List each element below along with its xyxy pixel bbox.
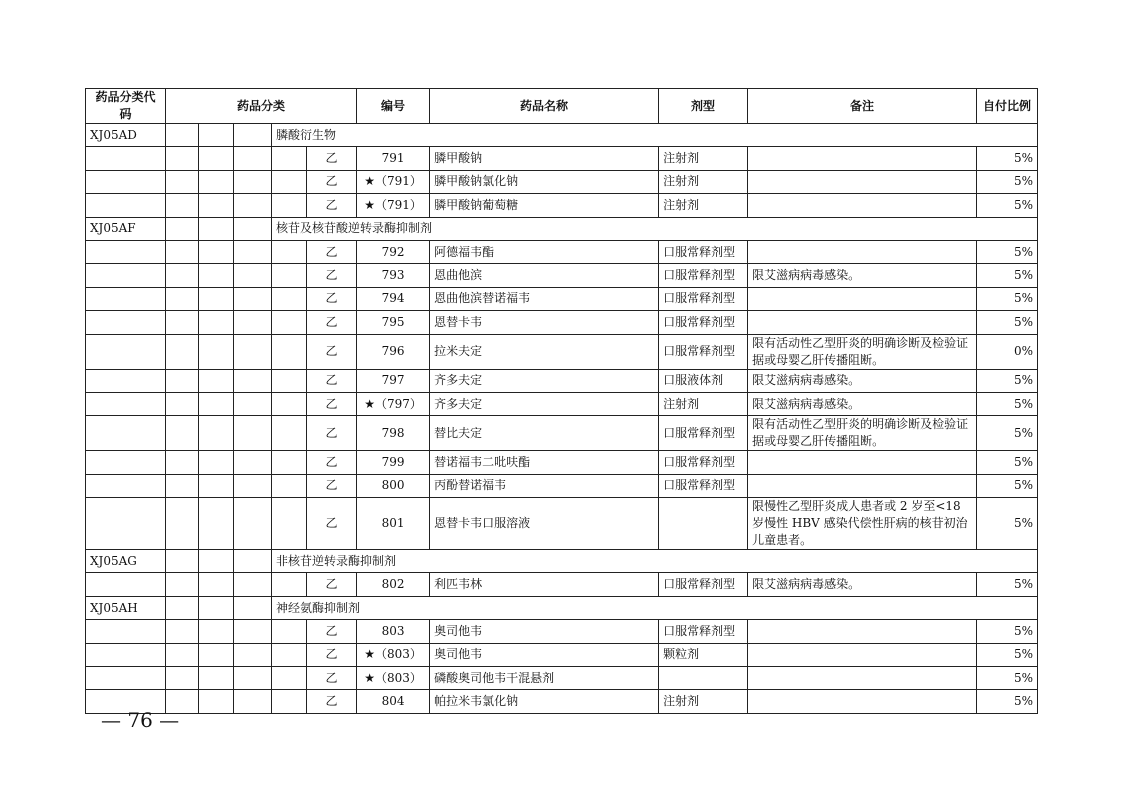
drug-class: 乙 (307, 392, 357, 415)
drug-form: 口服常释剂型 (659, 451, 748, 474)
empty-cell (199, 240, 234, 263)
empty-cell (272, 451, 307, 474)
empty-cell (199, 620, 234, 643)
drug-name: 替比夫定 (430, 416, 659, 451)
empty-cell (86, 498, 166, 550)
drug-name: 恩替卡韦口服溶液 (430, 498, 659, 550)
category-row (86, 217, 1038, 240)
drug-row (86, 369, 1038, 392)
table-body (86, 124, 1038, 714)
drug-remark: 限艾滋病病毒感染。 (748, 264, 977, 287)
drug-row (86, 573, 1038, 596)
drug-name: 膦甲酸钠氯化钠 (430, 170, 659, 193)
empty-cell (234, 240, 272, 263)
drug-ratio: 5% (977, 690, 1038, 713)
empty-cell (199, 416, 234, 451)
empty-cell (166, 240, 199, 263)
empty-cell (234, 550, 272, 573)
empty-cell (166, 451, 199, 474)
drug-row (86, 264, 1038, 287)
empty-cell (272, 573, 307, 596)
drug-catalog-table (85, 88, 1038, 714)
drug-form (659, 498, 748, 550)
drug-row (86, 392, 1038, 415)
drug-ratio: 5% (977, 170, 1038, 193)
drug-number: 803 (357, 620, 430, 643)
empty-cell (166, 596, 199, 619)
drug-number: ★（791） (357, 170, 430, 193)
empty-cell (166, 147, 199, 170)
category-row (86, 596, 1038, 619)
category-code: XJ05AG (86, 550, 166, 573)
drug-class: 乙 (307, 690, 357, 713)
empty-cell (166, 667, 199, 690)
empty-cell (199, 550, 234, 573)
empty-cell (86, 620, 166, 643)
empty-cell (272, 194, 307, 217)
empty-cell (272, 287, 307, 310)
empty-cell (86, 311, 166, 334)
drug-remark: 限艾滋病病毒感染。 (748, 392, 977, 415)
empty-cell (86, 194, 166, 217)
empty-cell (166, 474, 199, 497)
category-name: 非核苷逆转录酶抑制剂 (272, 550, 1038, 573)
empty-cell (86, 474, 166, 497)
empty-cell (166, 643, 199, 666)
category-row (86, 550, 1038, 573)
category-code: XJ05AH (86, 596, 166, 619)
drug-form: 口服常释剂型 (659, 573, 748, 596)
empty-cell (234, 311, 272, 334)
drug-row (86, 147, 1038, 170)
drug-row (86, 690, 1038, 713)
empty-cell (166, 392, 199, 415)
header-ratio: 自付比例 (977, 89, 1038, 124)
empty-cell (166, 124, 199, 147)
drug-remark: 限艾滋病病毒感染。 (748, 369, 977, 392)
empty-cell (234, 474, 272, 497)
empty-cell (199, 451, 234, 474)
header-category: 药品分类 (166, 89, 357, 124)
drug-name: 帕拉米韦氯化钠 (430, 690, 659, 713)
empty-cell (272, 170, 307, 193)
drug-row (86, 287, 1038, 310)
drug-name: 利匹韦林 (430, 573, 659, 596)
drug-remark (748, 170, 977, 193)
drug-number: ★（803） (357, 667, 430, 690)
drug-row (86, 643, 1038, 666)
header-number: 编号 (357, 89, 430, 124)
drug-ratio: 5% (977, 573, 1038, 596)
empty-cell (234, 643, 272, 666)
empty-cell (234, 264, 272, 287)
drug-name: 阿德福韦酯 (430, 240, 659, 263)
drug-class: 乙 (307, 334, 357, 369)
drug-form: 注射剂 (659, 392, 748, 415)
empty-cell (199, 124, 234, 147)
empty-cell (86, 240, 166, 263)
drug-row (86, 498, 1038, 550)
empty-cell (199, 334, 234, 369)
empty-cell (86, 369, 166, 392)
category-code: XJ05AF (86, 217, 166, 240)
drug-remark (748, 311, 977, 334)
empty-cell (199, 643, 234, 666)
empty-cell (234, 369, 272, 392)
header-remark: 备注 (748, 89, 977, 124)
empty-cell (199, 194, 234, 217)
drug-number: ★（803） (357, 643, 430, 666)
drug-class: 乙 (307, 240, 357, 263)
empty-cell (234, 147, 272, 170)
drug-remark (748, 147, 977, 170)
drug-ratio: 5% (977, 474, 1038, 497)
drug-ratio: 5% (977, 240, 1038, 263)
drug-name: 膦甲酸钠葡萄糖 (430, 194, 659, 217)
empty-cell (234, 451, 272, 474)
empty-cell (234, 416, 272, 451)
drug-remark: 限慢性乙型肝炎成人患者或 2 岁至<18 岁慢性 HBV 感染代偿性肝病的核苷初治儿童患者。 (748, 498, 977, 550)
drug-remark (748, 240, 977, 263)
empty-cell (199, 392, 234, 415)
empty-cell (272, 690, 307, 713)
drug-form: 注射剂 (659, 170, 748, 193)
empty-cell (272, 416, 307, 451)
drug-name: 齐多夫定 (430, 392, 659, 415)
empty-cell (199, 264, 234, 287)
drug-class: 乙 (307, 573, 357, 596)
drug-row (86, 334, 1038, 369)
drug-class: 乙 (307, 474, 357, 497)
drug-ratio: 5% (977, 194, 1038, 217)
drug-name: 替诺福韦二吡呋酯 (430, 451, 659, 474)
drug-number: 791 (357, 147, 430, 170)
empty-cell (234, 194, 272, 217)
drug-name: 膦甲酸钠 (430, 147, 659, 170)
drug-class: 乙 (307, 287, 357, 310)
header-name: 药品名称 (430, 89, 659, 124)
drug-ratio: 0% (977, 334, 1038, 369)
drug-ratio: 5% (977, 264, 1038, 287)
drug-name: 恩曲他滨替诺福韦 (430, 287, 659, 310)
empty-cell (199, 690, 234, 713)
drug-number: 799 (357, 451, 430, 474)
drug-row (86, 194, 1038, 217)
drug-class: 乙 (307, 369, 357, 392)
drug-class: 乙 (307, 620, 357, 643)
drug-remark (748, 620, 977, 643)
drug-remark: 限有活动性乙型肝炎的明确诊断及检验证据或母婴乙肝传播阻断。 (748, 416, 977, 451)
drug-form: 口服液体剂 (659, 369, 748, 392)
empty-cell (166, 170, 199, 193)
drug-number: 801 (357, 498, 430, 550)
drug-remark (748, 287, 977, 310)
empty-cell (86, 334, 166, 369)
drug-number: 797 (357, 369, 430, 392)
drug-number: 800 (357, 474, 430, 497)
drug-class: 乙 (307, 311, 357, 334)
drug-name: 齐多夫定 (430, 369, 659, 392)
empty-cell (199, 170, 234, 193)
drug-form: 注射剂 (659, 690, 748, 713)
empty-cell (86, 170, 166, 193)
category-name: 核苷及核苷酸逆转录酶抑制剂 (272, 217, 1038, 240)
drug-name: 丙酚替诺福韦 (430, 474, 659, 497)
drug-form: 口服常释剂型 (659, 264, 748, 287)
drug-ratio: 5% (977, 287, 1038, 310)
empty-cell (272, 369, 307, 392)
drug-ratio: 5% (977, 620, 1038, 643)
category-name: 神经氨酶抑制剂 (272, 596, 1038, 619)
drug-form: 口服常释剂型 (659, 311, 748, 334)
drug-class: 乙 (307, 643, 357, 666)
empty-cell (234, 334, 272, 369)
header-form: 剂型 (659, 89, 748, 124)
empty-cell (234, 620, 272, 643)
empty-cell (166, 334, 199, 369)
drug-form: 口服常释剂型 (659, 474, 748, 497)
empty-cell (272, 147, 307, 170)
empty-cell (166, 194, 199, 217)
empty-cell (86, 667, 166, 690)
drug-row (86, 416, 1038, 451)
drug-number: 796 (357, 334, 430, 369)
drug-remark: 限艾滋病病毒感染。 (748, 573, 977, 596)
empty-cell (166, 311, 199, 334)
empty-cell (199, 369, 234, 392)
empty-cell (199, 667, 234, 690)
drug-form: 注射剂 (659, 147, 748, 170)
empty-cell (272, 620, 307, 643)
drug-name: 奥司他韦 (430, 620, 659, 643)
empty-cell (234, 287, 272, 310)
drug-form: 口服常释剂型 (659, 334, 748, 369)
empty-cell (234, 596, 272, 619)
drug-form: 口服常释剂型 (659, 240, 748, 263)
empty-cell (272, 334, 307, 369)
drug-class: 乙 (307, 451, 357, 474)
empty-cell (166, 287, 199, 310)
drug-form: 口服常释剂型 (659, 287, 748, 310)
drug-ratio: 5% (977, 369, 1038, 392)
drug-remark (748, 474, 977, 497)
drug-remark: 限有活动性乙型肝炎的明确诊断及检验证据或母婴乙肝传播阻断。 (748, 334, 977, 369)
drug-form: 口服常释剂型 (659, 620, 748, 643)
empty-cell (166, 620, 199, 643)
drug-number: 794 (357, 287, 430, 310)
drug-number: 795 (357, 311, 430, 334)
empty-cell (272, 474, 307, 497)
drug-ratio: 5% (977, 147, 1038, 170)
drug-class: 乙 (307, 498, 357, 550)
empty-cell (272, 392, 307, 415)
empty-cell (199, 311, 234, 334)
empty-cell (166, 550, 199, 573)
empty-cell (86, 147, 166, 170)
drug-ratio: 5% (977, 498, 1038, 550)
drug-form (659, 667, 748, 690)
drug-number: 802 (357, 573, 430, 596)
drug-number: 804 (357, 690, 430, 713)
empty-cell (86, 264, 166, 287)
empty-cell (272, 240, 307, 263)
empty-cell (166, 369, 199, 392)
drug-form: 颗粒剂 (659, 643, 748, 666)
drug-row (86, 474, 1038, 497)
empty-cell (166, 498, 199, 550)
empty-cell (199, 573, 234, 596)
drug-number: ★（791） (357, 194, 430, 217)
drug-remark (748, 194, 977, 217)
header-code: 药品分类代码 (86, 89, 166, 124)
empty-cell (199, 217, 234, 240)
drug-remark (748, 667, 977, 690)
drug-ratio: 5% (977, 392, 1038, 415)
drug-row (86, 667, 1038, 690)
empty-cell (86, 392, 166, 415)
drug-row (86, 240, 1038, 263)
drug-class: 乙 (307, 667, 357, 690)
drug-class: 乙 (307, 170, 357, 193)
drug-number: 793 (357, 264, 430, 287)
drug-remark (748, 643, 977, 666)
category-code: XJ05AD (86, 124, 166, 147)
drug-name: 恩替卡韦 (430, 311, 659, 334)
drug-ratio: 5% (977, 667, 1038, 690)
page-number: — 76 — (101, 708, 180, 732)
empty-cell (86, 451, 166, 474)
empty-cell (199, 474, 234, 497)
drug-class: 乙 (307, 147, 357, 170)
empty-cell (166, 573, 199, 596)
empty-cell (199, 596, 234, 619)
drug-ratio: 5% (977, 416, 1038, 451)
drug-class: 乙 (307, 416, 357, 451)
drug-class: 乙 (307, 264, 357, 287)
empty-cell (234, 124, 272, 147)
drug-ratio: 5% (977, 451, 1038, 474)
drug-class: 乙 (307, 194, 357, 217)
empty-cell (199, 147, 234, 170)
empty-cell (86, 416, 166, 451)
drug-name: 磷酸奥司他韦干混悬剂 (430, 667, 659, 690)
drug-form: 口服常释剂型 (659, 416, 748, 451)
category-row (86, 124, 1038, 147)
empty-cell (234, 498, 272, 550)
empty-cell (86, 643, 166, 666)
drug-number: ★（797） (357, 392, 430, 415)
empty-cell (199, 498, 234, 550)
table-header-row (86, 89, 1038, 124)
empty-cell (272, 498, 307, 550)
drug-ratio: 5% (977, 311, 1038, 334)
empty-cell (234, 667, 272, 690)
drug-number: 792 (357, 240, 430, 263)
empty-cell (166, 217, 199, 240)
empty-cell (86, 287, 166, 310)
drug-row (86, 170, 1038, 193)
drug-form: 注射剂 (659, 194, 748, 217)
empty-cell (272, 264, 307, 287)
drug-remark (748, 690, 977, 713)
drug-name: 拉米夫定 (430, 334, 659, 369)
drug-remark (748, 451, 977, 474)
empty-cell (234, 573, 272, 596)
empty-cell (234, 690, 272, 713)
drug-row (86, 311, 1038, 334)
empty-cell (166, 416, 199, 451)
empty-cell (272, 643, 307, 666)
drug-number: 798 (357, 416, 430, 451)
empty-cell (166, 264, 199, 287)
empty-cell (234, 392, 272, 415)
empty-cell (272, 311, 307, 334)
empty-cell (234, 217, 272, 240)
empty-cell (234, 170, 272, 193)
drug-row (86, 620, 1038, 643)
empty-cell (272, 667, 307, 690)
drug-name: 奥司他韦 (430, 643, 659, 666)
category-name: 膦酸衍生物 (272, 124, 1038, 147)
empty-cell (199, 287, 234, 310)
empty-cell (86, 573, 166, 596)
drug-row (86, 451, 1038, 474)
drug-name: 恩曲他滨 (430, 264, 659, 287)
drug-ratio: 5% (977, 643, 1038, 666)
